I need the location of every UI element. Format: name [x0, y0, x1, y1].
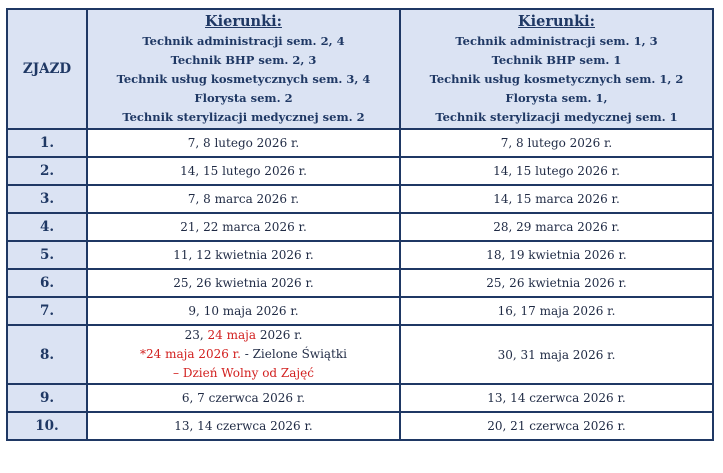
col1-line: Technik sterylizacji medycznej sem. 2 — [122, 109, 365, 124]
row-number: 9. — [7, 384, 87, 412]
table-row — [7, 185, 713, 213]
row-date-col2: 7, 8 lutego 2026 r. — [400, 129, 713, 157]
row-date-col1: 9, 10 maja 2026 r. — [87, 297, 400, 325]
holiday-note-name: - Zielone Świątki — [244, 347, 347, 361]
row-number: 2. — [7, 157, 87, 185]
holiday-note-date: *24 maja 2026 r. — [140, 347, 245, 361]
table-row — [7, 412, 713, 440]
table-row — [7, 325, 713, 384]
table-row — [7, 241, 713, 269]
row-date-col1: 25, 26 kwietnia 2026 r. — [87, 269, 400, 297]
row-date-col1: 14, 15 lutego 2026 r. — [87, 157, 400, 185]
row-number: 7. — [7, 297, 87, 325]
table-row — [7, 157, 713, 185]
date-part: 2026 r. — [256, 328, 303, 342]
row-date-col1: 7, 8 marca 2026 r. — [87, 185, 400, 213]
col2-line: Technik administracji sem. 1, 3 — [455, 33, 658, 48]
col2-title: Kierunki: — [518, 12, 595, 30]
col2-line: Technik sterylizacji medycznej sem. 1 — [435, 109, 678, 124]
date-line — [88, 326, 399, 345]
row-number: 3. — [7, 185, 87, 213]
col2-line: Technik BHP sem. 1 — [491, 52, 622, 67]
row-number: 5. — [7, 241, 87, 269]
table-row — [7, 384, 713, 412]
table-row — [7, 297, 713, 325]
schedule-table — [6, 8, 714, 441]
date-part-highlight: 24 maja — [207, 328, 256, 342]
row-number: 6. — [7, 269, 87, 297]
holiday-note-line2: – Dzień Wolny od Zajęć — [173, 366, 314, 380]
table-row — [7, 129, 713, 157]
row-date-col2: 25, 26 kwietnia 2026 r. — [400, 269, 713, 297]
col1-line: Technik usług kosmetycznych sem. 3, 4 — [116, 71, 371, 86]
row-date-col2: 13, 14 czerwca 2026 r. — [400, 384, 713, 412]
row-number: 10. — [7, 412, 87, 440]
col1-line: Florysta sem. 2 — [194, 90, 293, 105]
row-date-col1-with-note — [87, 325, 400, 384]
row-date-col2: 16, 17 maja 2026 r. — [400, 297, 713, 325]
row-date-col1: 6, 7 czerwca 2026 r. — [87, 384, 400, 412]
row-number: 4. — [7, 213, 87, 241]
row-date-col1: 21, 22 marca 2026 r. — [87, 213, 400, 241]
row-number: 1. — [7, 129, 87, 157]
row-date-col2: 18, 19 kwietnia 2026 r. — [400, 241, 713, 269]
row-number: 8. — [7, 325, 87, 384]
zjazd-header: ZJAZD — [7, 9, 87, 129]
row-date-col1: 11, 12 kwietnia 2026 r. — [87, 241, 400, 269]
row-date-col2: 14, 15 lutego 2026 r. — [400, 157, 713, 185]
header-row — [7, 9, 713, 129]
table-row — [7, 269, 713, 297]
row-date-col1: 7, 8 lutego 2026 r. — [87, 129, 400, 157]
col1-title: Kierunki: — [205, 12, 282, 30]
row-date-col2: 30, 31 maja 2026 r. — [400, 325, 713, 384]
row-date-col2: 20, 21 czerwca 2026 r. — [400, 412, 713, 440]
col2-line: Florysta sem. 1, — [505, 90, 608, 105]
table-row — [7, 213, 713, 241]
col1-line: Technik BHP sem. 2, 3 — [170, 52, 317, 67]
schedule-table-wrapper — [6, 8, 714, 441]
col2-line: Technik usług kosmetycznych sem. 1, 2 — [429, 71, 684, 86]
holiday-note-line1 — [88, 345, 399, 364]
row-date-col2: 14, 15 marca 2026 r. — [400, 185, 713, 213]
row-date-col2: 28, 29 marca 2026 r. — [400, 213, 713, 241]
row-date-col1: 13, 14 czerwca 2026 r. — [87, 412, 400, 440]
col1-line: Technik administracji sem. 2, 4 — [142, 33, 345, 48]
header-col2 — [400, 9, 713, 129]
header-col1 — [87, 9, 400, 129]
date-part: 23, — [184, 328, 208, 342]
